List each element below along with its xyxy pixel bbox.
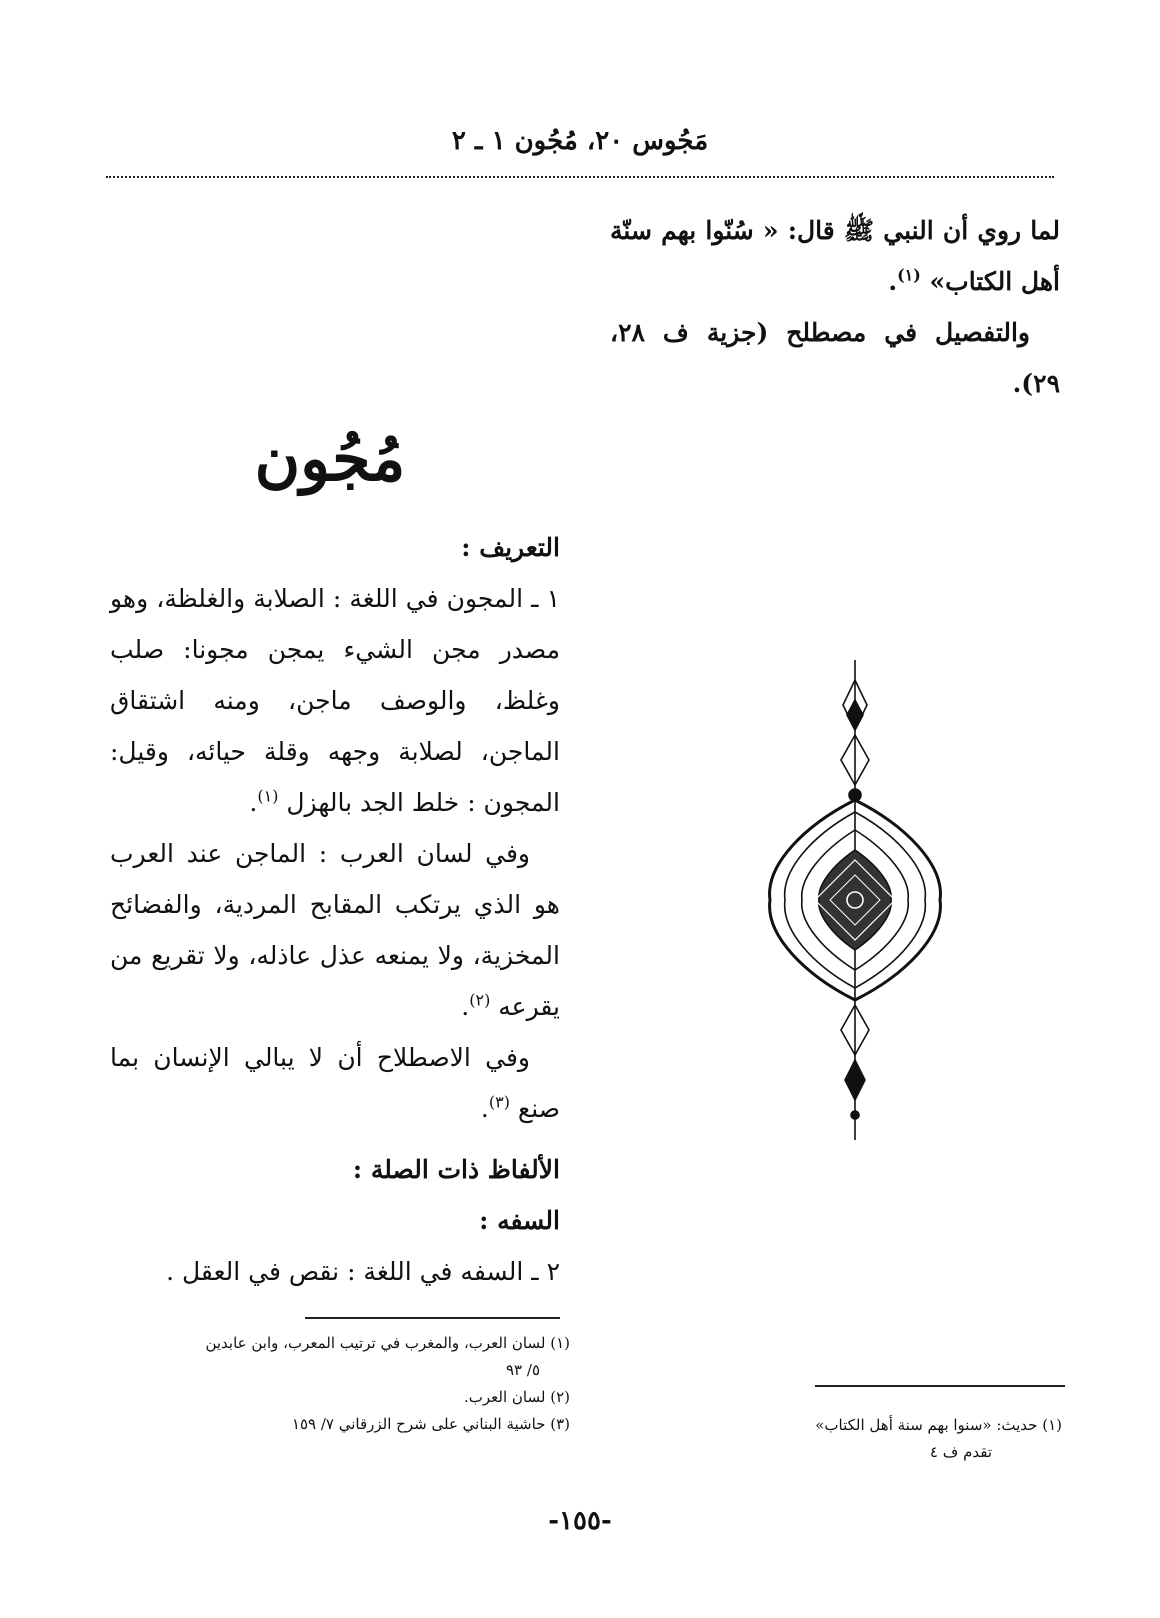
definition-heading: التعريف : bbox=[461, 533, 560, 562]
definition-paragraph-1 bbox=[110, 573, 560, 828]
footnote-2: (٢) لسان العرب. bbox=[464, 1388, 570, 1406]
sentence-end: . bbox=[888, 267, 898, 296]
paragraph-text: ١ ـ المجون في اللغة : الصلابة والغلظة، وهو مصدر مجن الشيء يمجن مجونا: صلب وغلظ، والوصف ماجن، ومنه اشتقاق الماجن، لصلابة وجهه وقلة حيائه، وقيل: المجون : خلط الجد بالهزل bbox=[110, 584, 560, 817]
footnote-ref: (١) bbox=[897, 265, 921, 285]
definition-paragraph-2 bbox=[110, 828, 560, 1032]
safah-heading: السفه : bbox=[479, 1206, 560, 1235]
entry-title: مُجُون bbox=[254, 422, 406, 495]
header-dotted-rule bbox=[106, 176, 1054, 178]
footnotes-right bbox=[750, 1412, 1062, 1466]
footnote-1-continuation: تقدم ف ٤ bbox=[929, 1443, 992, 1461]
arabesque-ornament-icon bbox=[755, 660, 955, 1140]
sentence-end: . bbox=[480, 1094, 489, 1123]
footnote-ref: (١) bbox=[257, 786, 279, 806]
hadith-text: لما روي أن النبي ﷺ قال: « سُنّوا بهم سنّة أهل الكتاب» bbox=[610, 216, 1060, 296]
footnotes-left bbox=[110, 1330, 570, 1438]
footnote-ref: (٣) bbox=[488, 1092, 510, 1112]
paragraph-text: وفي لسان العرب : الماجن عند العرب هو الذي يرتكب المقابح المردية، والفضائح المخزية، ولا يمنعه عذل عاذله، ولا تقريع من يقرعه bbox=[110, 839, 560, 1021]
footnote-divider-left bbox=[305, 1317, 560, 1319]
sentence-end: . bbox=[461, 992, 470, 1021]
footnote-ref: (٢) bbox=[469, 990, 491, 1010]
definition-paragraph-3 bbox=[110, 1032, 560, 1134]
cross-reference-paragraph: والتفصيل في مصطلح (جزية ف ٢٨، ٢٩). bbox=[610, 318, 1060, 398]
running-header: مَجُوس ٢٠، مُجُون ١ ـ ٢ bbox=[451, 126, 709, 156]
footnote-1: (١) لسان العرب، والمغرب في ترتيب المعرب، وابن عابدين bbox=[205, 1334, 570, 1352]
footnote-1-continuation: ٥/ ٩٣ bbox=[505, 1361, 540, 1379]
page-number: -١٥٥- bbox=[548, 1506, 612, 1536]
sentence-end: . bbox=[249, 788, 258, 817]
footnote-1: (١) حديث: «سنوا بهم سنة أهل الكتاب» bbox=[815, 1416, 1062, 1434]
right-column-continuation bbox=[610, 205, 1060, 409]
footnote-3: (٣) حاشية البناني على شرح الزرقاني ٧/ ١٥٩ bbox=[291, 1415, 570, 1433]
left-column-body bbox=[110, 522, 560, 1297]
footnote-divider-right bbox=[815, 1385, 1065, 1387]
safah-paragraph: ٢ ـ السفه في اللغة : نقص في العقل . bbox=[166, 1257, 560, 1286]
hadith-paragraph bbox=[610, 205, 1060, 307]
related-terms-heading: الألفاظ ذات الصلة : bbox=[352, 1155, 560, 1184]
paragraph-text: وفي الاصطلاح أن لا يبالي الإنسان بما صنع bbox=[110, 1043, 560, 1123]
